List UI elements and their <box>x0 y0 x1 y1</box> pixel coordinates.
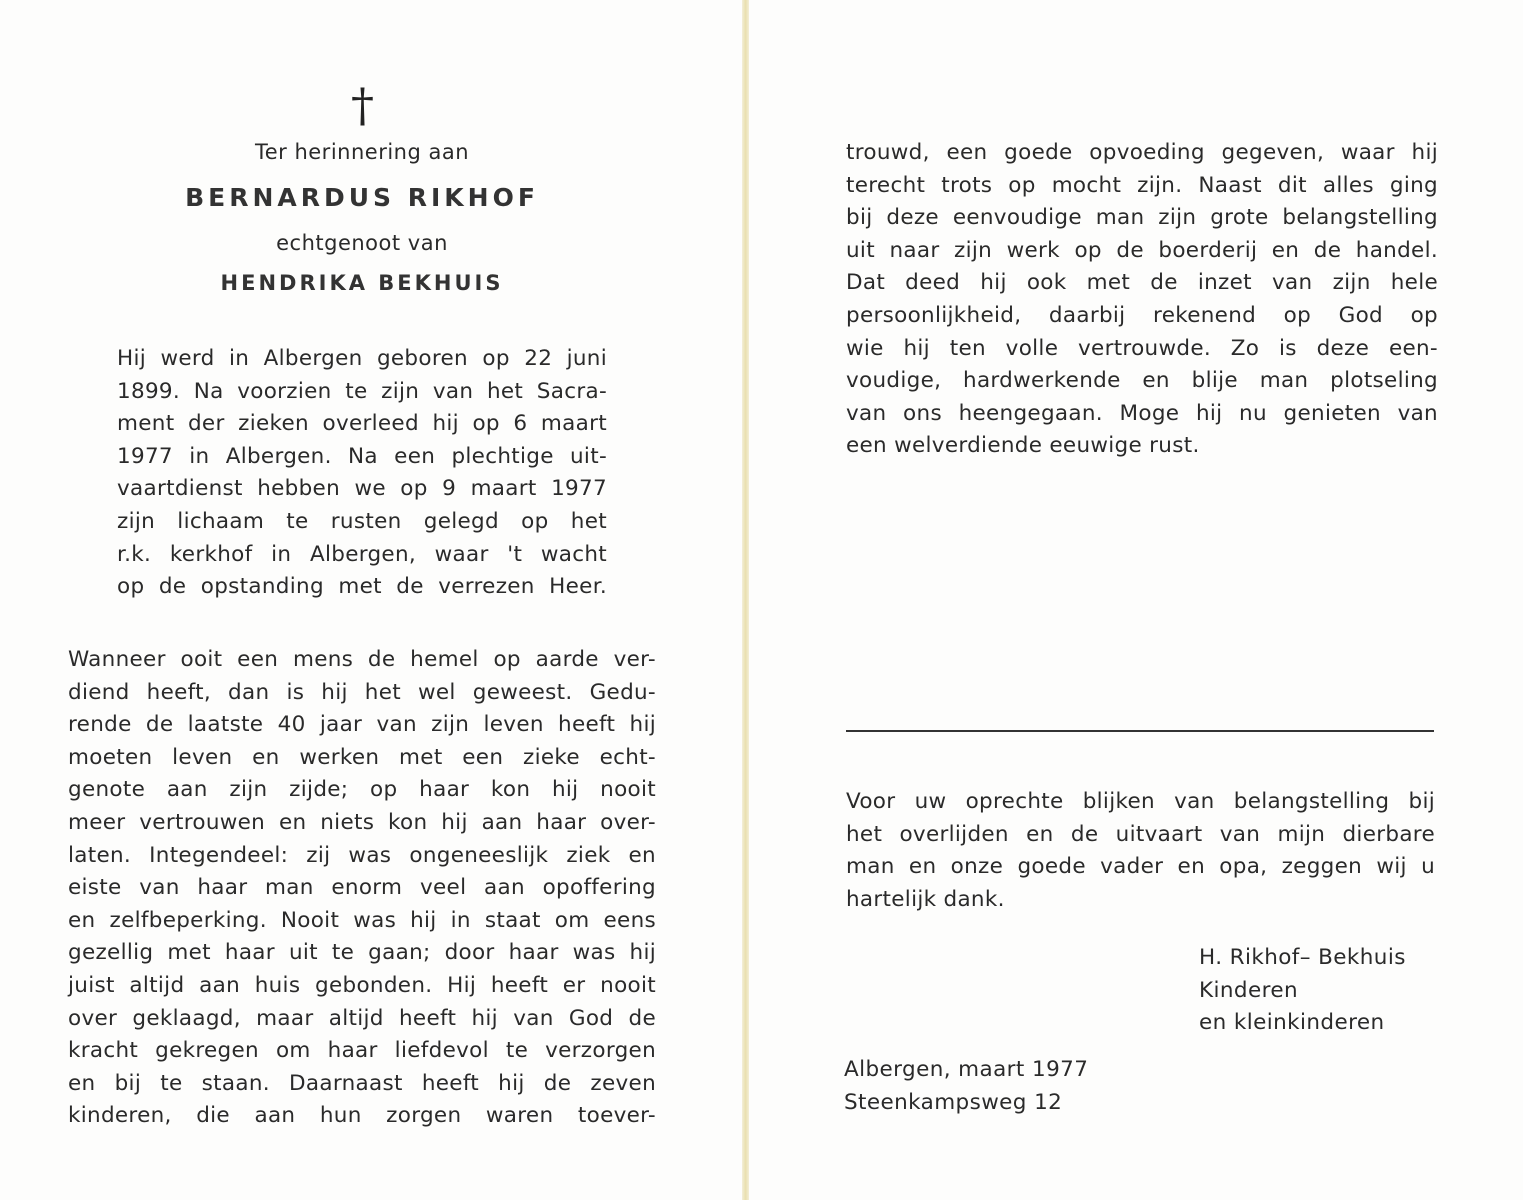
text-line: zijn lichaam te rusten gelegd op het <box>117 508 607 534</box>
signature-block <box>1199 942 1406 1040</box>
text-line: wie hij ten volle vertrouwde. Zo is deze een- <box>846 335 1438 361</box>
text-line: trouwd, een goede opvoeding gegeven, waar hij <box>846 140 1438 165</box>
divider-line <box>846 730 1434 732</box>
tribute-continuation <box>846 137 1438 463</box>
text-line: juist altijd aan huis gebonden. Hij heeft er nooit <box>68 972 656 998</box>
text-line: terecht trots op mocht zijn. Naast dit alles ging <box>846 172 1438 198</box>
place-date: Albergen, maart 1977 <box>844 1057 1089 1082</box>
text-line: persoonlijkheid, daarbij rekenend op God op <box>846 302 1438 328</box>
text-line: ment der zieken overleed hij op 6 maart <box>117 411 607 437</box>
thanks-paragraph <box>846 786 1435 916</box>
footer-block <box>844 1054 1088 1119</box>
deceased-name: BERNARDUS RIKHOF <box>185 183 539 212</box>
text-line: een welverdiende eeuwige rust. <box>846 433 1200 459</box>
cross-icon: † <box>351 78 374 132</box>
text-line: moeten leven en werken met een zieke echt- <box>68 744 656 770</box>
text-line: kinderen, die aan hun zorgen waren toever- <box>68 1103 656 1129</box>
text-line: Dat deed hij ook met de inzet van zijn hele <box>846 270 1438 296</box>
intro-text: Ter herinnering aan <box>254 140 470 164</box>
card-fold <box>742 0 749 1200</box>
text-line: op de opstanding met de verrezen Heer. <box>117 574 607 600</box>
relation-text: echtgenoot van <box>276 231 448 255</box>
text-line: 1977 in Albergen. Na een plechtige uit- <box>117 443 607 469</box>
text-line: kracht gekregen om haar liefdevol te verzorgen <box>68 1038 656 1064</box>
text-line: man en onze goede vader en opa, zeggen wij u <box>846 854 1435 880</box>
text-line: Hij werd in Albergen geboren op 22 juni <box>117 346 607 371</box>
text-line: laten. Integendeel: zij was ongeneeslijk ziek en <box>68 842 656 868</box>
biography-paragraph <box>117 343 607 604</box>
text-line: en zelfbeperking. Nooit was hij in staat om eens <box>68 907 656 933</box>
text-line: gezellig met haar uit te gaan; door haar was hij <box>68 940 656 966</box>
text-line: Wanneer ooit een mens de hemel op aarde ver- <box>68 647 656 672</box>
text-line: over geklaagd, maar altijd heeft hij van God de <box>68 1005 656 1031</box>
address: Steenkampsweg 12 <box>844 1089 1063 1115</box>
text-line: vaartdienst hebben we op 9 maart 1977 <box>117 476 607 502</box>
text-line: hartelijk dank. <box>846 886 1005 912</box>
text-line: r.k. kerkhof in Albergen, waar 't wacht <box>117 541 607 567</box>
text-line: rende de laatste 40 jaar van zijn leven heeft hij <box>68 712 656 738</box>
spouse-name: HENDRIKA BEKHUIS <box>220 271 504 295</box>
signature-children: Kinderen <box>1199 977 1298 1003</box>
tribute-paragraph <box>68 644 656 1133</box>
text-line: diend heeft, dan is hij het wel geweest. Gedu- <box>68 679 656 705</box>
text-line: uit naar zijn werk op de boerderij en de handel. <box>846 237 1438 263</box>
signature-name: H. Rikhof– Bekhuis <box>1199 945 1406 970</box>
text-line: meer vertrouwen en niets kon hij aan haar over- <box>68 809 656 835</box>
text-line: het overlijden en de uitvaart van mijn dierbare <box>846 821 1435 847</box>
text-line: eiste van haar man enorm veel aan opoffering <box>68 875 656 901</box>
signature-grandchildren: en kleinkinderen <box>1199 1010 1385 1036</box>
text-line: voudige, hardwerkende en blije man plotseling <box>846 368 1438 394</box>
text-line: Voor uw oprechte blijken van belangstelling bij <box>846 789 1435 814</box>
text-line: genote aan zijn zijde; op haar kon hij nooit <box>68 777 656 803</box>
text-line: en bij te staan. Daarnaast heeft hij de zeven <box>68 1070 656 1096</box>
text-line: 1899. Na voorzien te zijn van het Sacra- <box>117 378 607 404</box>
text-line: van ons heengegaan. Moge hij nu genieten van <box>846 400 1438 426</box>
text-line: bij deze eenvoudige man zijn grote belangstelling <box>846 205 1438 231</box>
